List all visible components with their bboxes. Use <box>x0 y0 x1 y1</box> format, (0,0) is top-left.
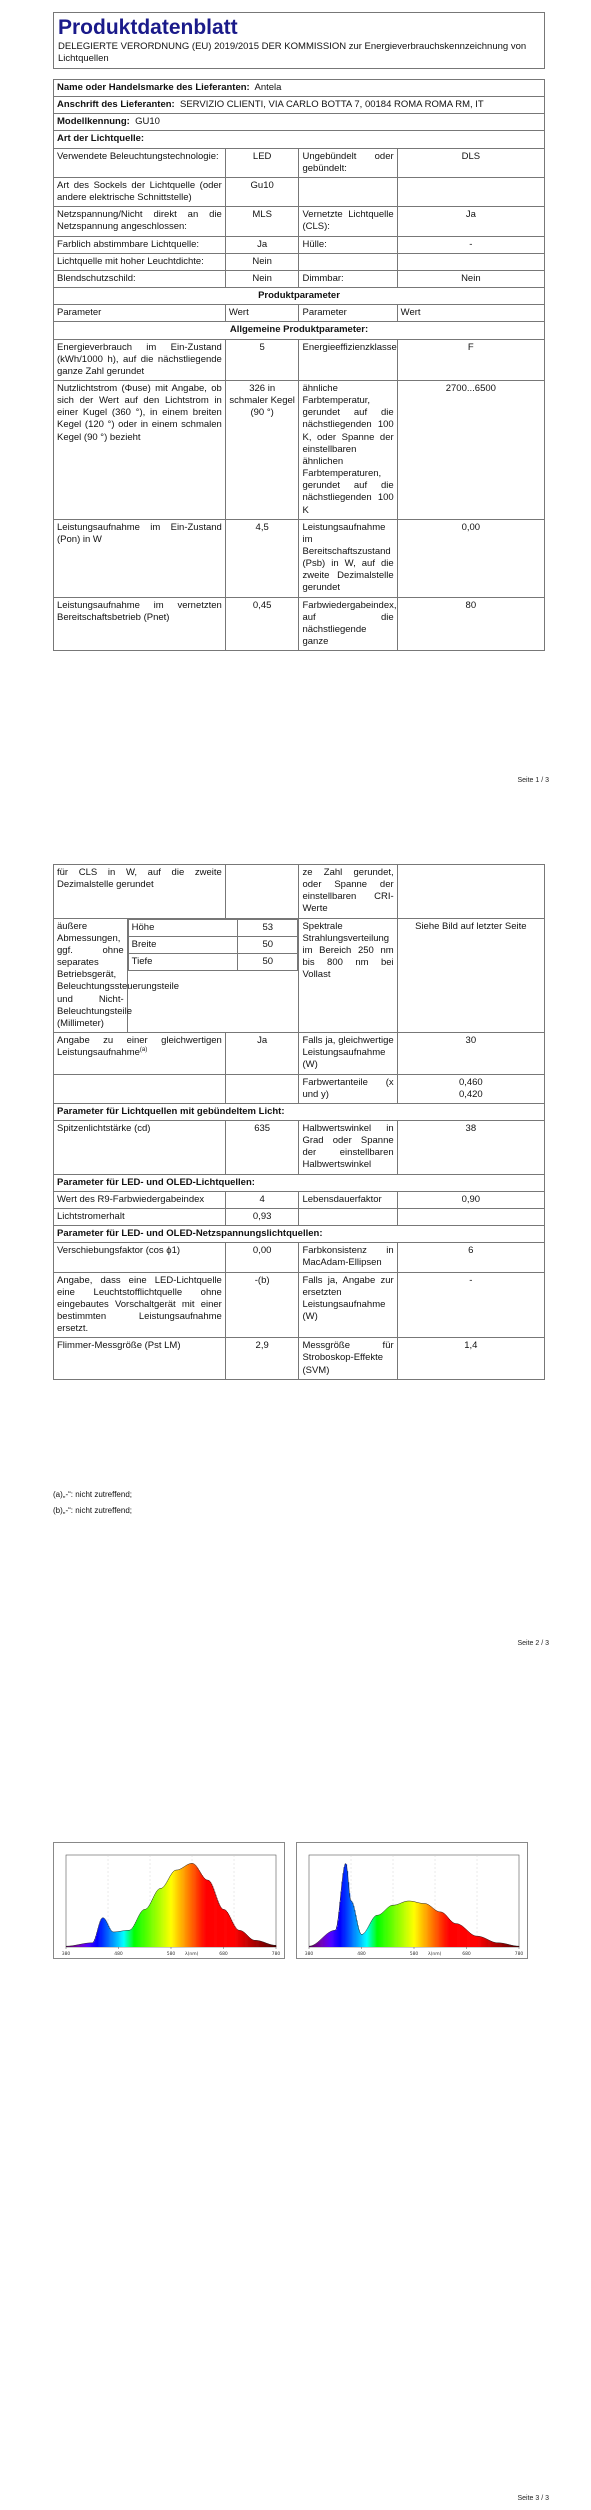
type-header: Art der Lichtquelle: <box>54 131 545 148</box>
equiv-w-value: 30 <box>397 1033 544 1074</box>
param-value: 0,45 <box>225 597 299 651</box>
page-3 <box>0 1830 591 2510</box>
spectral-label: Spektrale Strahlungsverteilung im Bereich 250 nm bis 800 nm bei Vollast <box>299 918 397 1032</box>
param-label: Leistungsaufnahme im vernetzten Bereitschaftsbetrieb (Pnet) <box>54 597 226 651</box>
page-2 <box>0 850 591 1670</box>
type-row <box>54 148 545 177</box>
color-coord-value <box>397 1074 544 1103</box>
type-row <box>54 177 545 206</box>
equiv-w-label: Falls ja, gleichwertige Leistungsaufnahme (W) <box>299 1033 397 1074</box>
flicker-label: Flimmer-Messgröße (Pst LM) <box>54 1338 226 1379</box>
param-value: 4,5 <box>225 519 299 597</box>
x-tick-label: 580 <box>409 1952 419 1957</box>
consistency-label: Farbkonsistenz in MacAdam-Ellipsen <box>299 1243 397 1272</box>
type-label: Farblich abstimmbare Lichtquelle: <box>54 236 226 253</box>
continued-label: ze Zahl gerundet, oder Spanne der einstellbaren CRI-Werte <box>299 865 397 919</box>
continued-label: für CLS in W, auf die zweite Dezimalstelle gerundet <box>54 865 226 919</box>
svm-value: 1,4 <box>397 1338 544 1379</box>
type-label: Dimmbar: <box>299 270 397 287</box>
param-label: Energieverbrauch im Ein-Zustand (kWh/1000 h), auf die nächstliegende ganze Zahl gerundet <box>54 339 226 380</box>
params-table-continued <box>53 864 545 1380</box>
displacement-value: 0,00 <box>225 1243 299 1272</box>
type-value: - <box>397 236 544 253</box>
type-label <box>299 177 397 206</box>
type-row <box>54 270 545 287</box>
spectrum-svg-1 <box>54 1843 284 1958</box>
page-number: Seite 2 / 3 <box>517 1640 549 1647</box>
column-header: Wert <box>225 305 299 322</box>
maintenance-value: 0,93 <box>225 1208 299 1225</box>
type-value <box>397 253 544 270</box>
peak-row <box>54 1120 545 1174</box>
general-row <box>54 380 545 519</box>
param-label: Farbwiedergabeindex, auf die nächstliegende ganze <box>299 597 397 651</box>
page-1 <box>0 0 591 790</box>
general-header: Allgemeine Produktparameter: <box>54 322 545 339</box>
regulation-subtitle: DELEGIERTE VERORDNUNG (EU) 2019/2015 DER KOMMISSION zur Energieverbrauchskennzeichnung von Lichtquellen <box>58 41 527 64</box>
directional-header-row <box>54 1103 545 1120</box>
replacement-value: -(b) <box>225 1272 299 1338</box>
type-value: Ja <box>397 207 544 236</box>
continued-row <box>54 865 545 919</box>
param-value: 2700...6500 <box>397 380 544 519</box>
supplier-address-label: Anschrift des Lieferanten: <box>57 99 175 111</box>
directional-header: Parameter für Lichtquellen mit gebündeltem Licht: <box>54 1103 545 1120</box>
general-row <box>54 597 545 651</box>
type-row <box>54 253 545 270</box>
page-title: Produktdatenblatt <box>58 16 238 39</box>
replacement-row <box>54 1272 545 1338</box>
equiv-row <box>54 1033 545 1074</box>
supplier-name-row <box>54 80 545 97</box>
general-header-row <box>54 322 545 339</box>
peak-label: Spitzenlichtstärke (cd) <box>54 1120 226 1174</box>
beam-value: 38 <box>397 1120 544 1174</box>
color-coord-x: 0,460 <box>458 1076 483 1088</box>
spectrum-chart-2 <box>296 1842 528 1959</box>
supplier-name-value: Antela <box>254 82 282 93</box>
type-value: DLS <box>397 148 544 177</box>
consistency-value: 6 <box>397 1243 544 1272</box>
color-coord-label: Farbwertanteile (x und y) <box>299 1074 397 1103</box>
x-axis-label: λ(nm) <box>185 1952 199 1957</box>
page-number: Seite 3 / 3 <box>517 2495 549 2502</box>
spectrum-chart-1 <box>53 1842 285 1959</box>
mains-header: Parameter für LED- und OLED-Netzspannungslichtquellen: <box>54 1226 545 1243</box>
type-value: MLS <box>225 207 299 236</box>
x-tick-label: 380 <box>61 1952 71 1957</box>
type-label: Verwendete Beleuchtungstechnologie: <box>54 148 226 177</box>
beam-label: Halbwertswinkel in Grad oder Spanne der einstellbaren Halbwertswinkel <box>299 1120 397 1174</box>
param-value: 80 <box>397 597 544 651</box>
page-number: Seite 1 / 3 <box>517 777 549 784</box>
param-value: F <box>397 339 544 380</box>
type-label: Art des Sockels der Lichtquelle (oder andere elektrische Schnittstelle) <box>54 177 226 206</box>
dimension-value: 50 <box>238 953 298 970</box>
general-row <box>54 519 545 597</box>
param-value: 326 in schmaler Kegel (90 °) <box>225 380 299 519</box>
flicker-row <box>54 1338 545 1379</box>
replacement-w-label: Falls ja, Angabe zur ersetzten Leistungsaufnahme (W) <box>299 1272 397 1338</box>
type-value: Nein <box>397 270 544 287</box>
x-tick-label: 480 <box>114 1952 123 1957</box>
type-value: Nein <box>225 253 299 270</box>
spectrum-band <box>275 1945 276 1947</box>
param-value: 5 <box>225 339 299 380</box>
model-row <box>54 114 545 131</box>
x-tick-label: 780 <box>514 1952 524 1957</box>
param-label: Energieeffizienzklasse <box>299 339 397 380</box>
r9-row <box>54 1191 545 1208</box>
equiv-value: Ja <box>225 1033 299 1074</box>
type-label: Vernetzte Lichtquelle (CLS): <box>299 207 397 236</box>
param-label: ähnliche Farbtemperatur, gerundet auf die nächstliegenden 100 K, oder Spanne der einstellbaren ähnlichen Farbtemperaturen, gerundet auf die nächstliegenden 100 K <box>299 380 397 519</box>
type-value: Gu10 <box>225 177 299 206</box>
param-label: Nutzlichtstrom (Φuse) mit Angabe, ob sich der Wert auf den Lichtstrom in einer Kugel (360 °), in einem breiten Kegel (120 °) oder in einem schmalen Kegel (90 °) bezieht <box>54 380 226 519</box>
replacement-w-value: - <box>397 1272 544 1338</box>
flicker-value: 2,9 <box>225 1338 299 1379</box>
dimension-value: 50 <box>238 936 298 953</box>
model-label: Modellkennung: <box>57 116 130 128</box>
param-label: Leistungsaufnahme im Bereitschaftszustand (Psb) in W, auf die zweite Dezimalstelle gerundet <box>299 519 397 597</box>
color-coord-y: 0,420 <box>458 1088 483 1100</box>
param-value: 0,00 <box>397 519 544 597</box>
x-tick-label: 380 <box>304 1952 314 1957</box>
x-tick-label: 480 <box>357 1952 366 1957</box>
dimension-value: 53 <box>238 919 298 936</box>
maintenance-label: Lichtstromerhalt <box>54 1208 226 1225</box>
svm-label: Messgröße für Stroboskop-Effekte (SVM) <box>299 1338 397 1379</box>
maintenance-row <box>54 1208 545 1225</box>
column-header: Parameter <box>54 305 226 322</box>
displacement-label: Verschiebungsfaktor (cos ϕ1) <box>54 1243 226 1272</box>
x-axis-label: λ(nm) <box>428 1952 442 1957</box>
general-row <box>54 339 545 380</box>
x-tick-label: 680 <box>219 1952 228 1957</box>
column-header-row <box>54 305 545 322</box>
survival-value: 0,90 <box>397 1191 544 1208</box>
column-header: Wert <box>397 305 544 322</box>
type-header-row <box>54 131 545 148</box>
type-label: Netzspannung/Nicht direkt an die Netzspannung angeschlossen: <box>54 207 226 236</box>
dimension-name: Höhe <box>128 919 237 936</box>
supplier-address-row <box>54 97 545 114</box>
r9-label: Wert des R9-Farbwiedergabeindex <box>54 1191 226 1208</box>
led-header: Parameter für LED- und OLED-Lichtquellen: <box>54 1174 545 1191</box>
displacement-row <box>54 1243 545 1272</box>
type-value: Nein <box>225 270 299 287</box>
type-label: Lichtquelle mit hoher Leuchtdichte: <box>54 253 226 270</box>
type-value: LED <box>225 148 299 177</box>
dimension-name: Breite <box>128 936 237 953</box>
dimension-name: Tiefe <box>128 953 237 970</box>
type-value <box>397 177 544 206</box>
product-params-header: Produktparameter <box>54 288 545 305</box>
r9-value: 4 <box>225 1191 299 1208</box>
spectral-value: Siehe Bild auf letzter Seite <box>397 918 544 1032</box>
dimensions-label: äußere Abmessungen, ggf. ohne separates Betriebsgerät, Beleuchtungssteuerungsteile und Nicht-Beleuchtungsteile (Millimeter) <box>54 918 128 1032</box>
x-tick-label: 580 <box>166 1952 176 1957</box>
type-label: Blendschutzschild: <box>54 270 226 287</box>
footnote-ref: (a) <box>139 1047 148 1054</box>
supplier-name-label: Name oder Handelsmarke des Lieferanten: <box>57 82 250 93</box>
type-row <box>54 207 545 236</box>
replacement-label: Angabe, dass eine LED-Lichtquelle eine Leuchtstofflichtquelle ohne eingebautes Vorschaltgerät mit einer bestimmten Leistungsaufnahme ersetzt. <box>54 1272 226 1338</box>
equiv-label-text: Angabe zu einer gleichwertigen Leistungsaufnahme <box>57 1035 222 1059</box>
type-label <box>299 253 397 270</box>
x-tick-label: 680 <box>462 1952 471 1957</box>
type-label: Hülle: <box>299 236 397 253</box>
type-value: Ja <box>225 236 299 253</box>
dimensions-subtable <box>128 919 299 971</box>
spectrum-svg-2 <box>297 1843 527 1958</box>
model-value: GU10 <box>135 116 160 128</box>
supplier-address-value: SERVIZIO CLIENTI, VIA CARLO BOTTA 7, 00184 ROMA ROMA RM, IT <box>180 99 484 111</box>
led-header-row <box>54 1174 545 1191</box>
type-label: Ungebündelt oder gebündelt: <box>299 148 397 177</box>
type-row <box>54 236 545 253</box>
datasheet-header <box>53 12 545 69</box>
param-label: Leistungsaufnahme im Ein-Zustand (Pon) in W <box>54 519 226 597</box>
column-header: Parameter <box>299 305 397 322</box>
mains-header-row <box>54 1226 545 1243</box>
equiv-label <box>54 1033 226 1074</box>
survival-label: Lebensdauerfaktor <box>299 1191 397 1208</box>
product-params-header-row <box>54 288 545 305</box>
peak-value: 635 <box>225 1120 299 1174</box>
footnote-b: (b)„-“: nicht zutreffend; <box>53 1506 132 1515</box>
color-coord-row <box>54 1074 545 1103</box>
x-tick-label: 780 <box>271 1952 281 1957</box>
footnote-a: (a)„-“: nicht zutreffend; <box>53 1490 132 1499</box>
supplier-table <box>53 79 545 651</box>
dimensions-row <box>54 918 545 1032</box>
